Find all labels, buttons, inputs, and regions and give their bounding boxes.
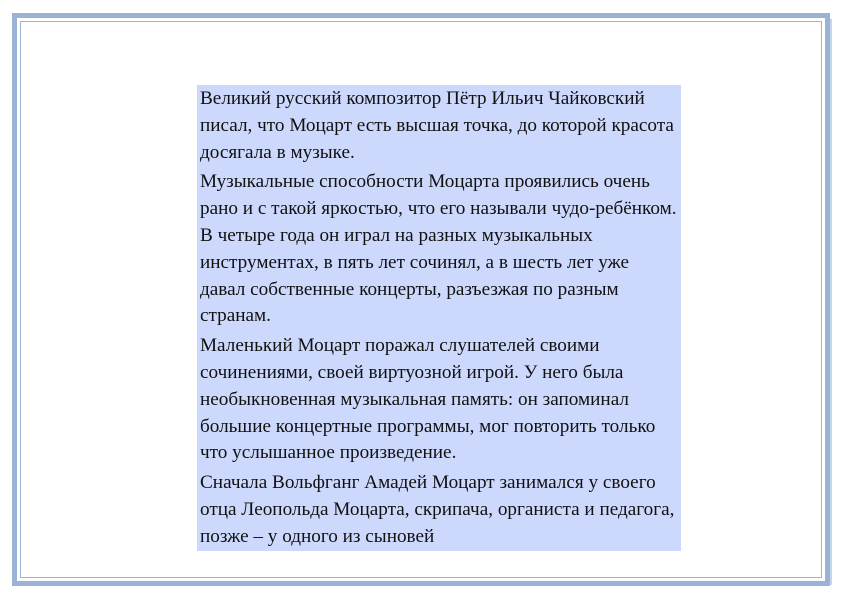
paragraph-young-mozart: Маленький Моцарт поражал слушателей своими сочинениями, своей виртуозной игрой. У него была необыкновенная музыкальная память: он запоминал большие концертные программы, мог повторить только что услышанное произведение. [200, 335, 656, 464]
text-box [197, 85, 681, 551]
paragraph-musical-abilities: Музыкальные способности Моцарта проявились очень рано и с такой яркостью, что его называли чудо-ребёнком. В четыре года он играл на разных музыкальных инструментах, в пять лет сочинял, а в шесть лет уже давал собственные концерты, разъезжая по разным странам. [200, 171, 677, 327]
paragraph-teachers: Сначала Вольфганг Амадей Моцарт занимался у своего отца Леопольда Моцарта, скрипача, органиста и педагога, позже – у одного из сыновей [200, 472, 675, 547]
paragraph-tchaikovsky-quote: Великий русский композитор Пётр Ильич Чайковский писал, что Моцарт есть высшая точка, до которой красота досягала в музыке. [200, 88, 674, 163]
